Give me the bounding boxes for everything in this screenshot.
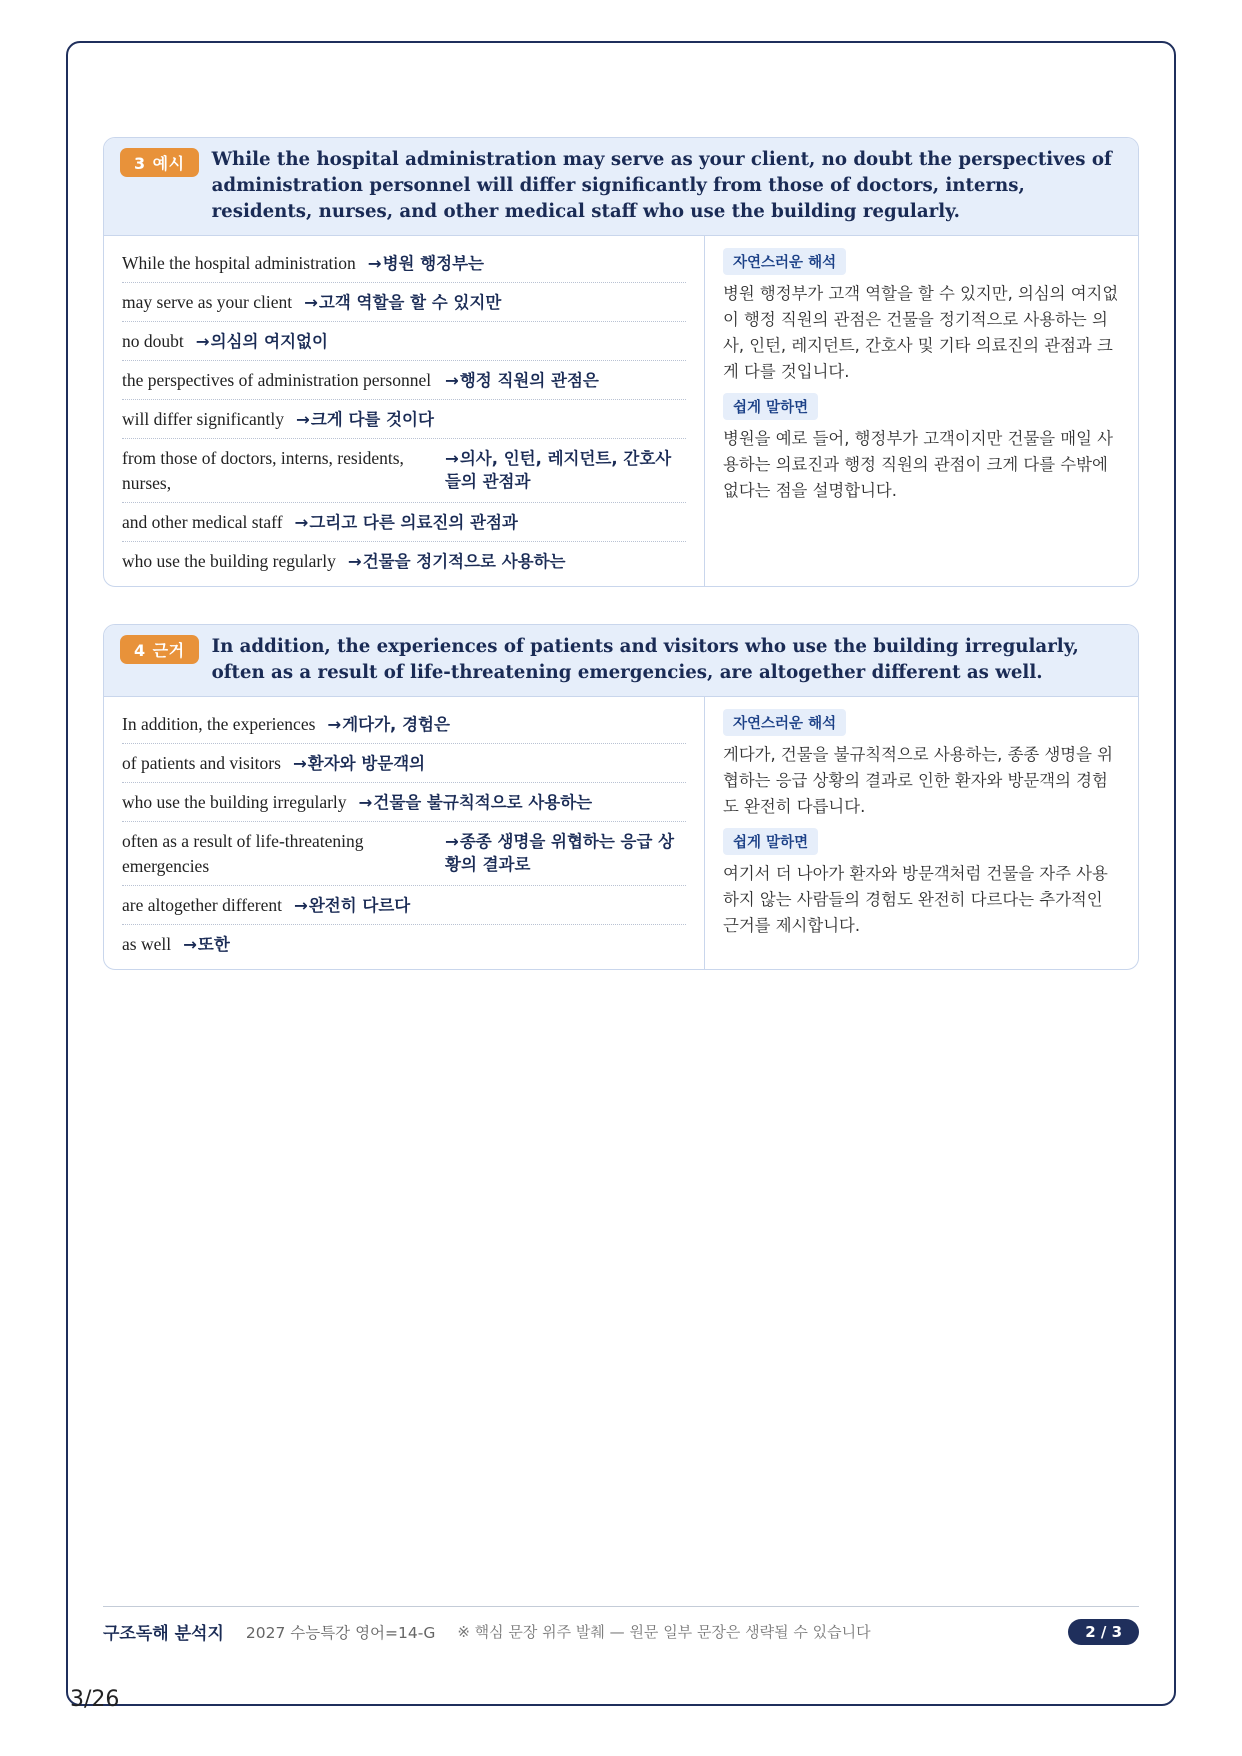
- chunk-english: of patients and visitors: [122, 753, 281, 773]
- natural-translation-text: 게다가, 건물을 불규칙적으로 사용하는, 종종 생명을 위협하는 응급 상황의 결과로 인한 환자와 방문객의 경험도 완전히 다릅니다.: [723, 745, 1114, 816]
- arrow-icon: →: [347, 552, 362, 571]
- chunk-row: [122, 744, 686, 783]
- section-badge: [120, 148, 199, 177]
- natural-translation-text: 병원 행정부가 고객 역할을 할 수 있지만, 의심의 여지없이 행정 직원의 관점은 건물을 정기적으로 사용하는 의사, 인턴, 레지던트, 간호사 및 기타 의료진의 관점과 크게 다를 것입니다.: [723, 284, 1119, 381]
- source-sentence: While the hospital administration may serve as your client, no doubt the perspectives of administration personnel will differ significantly from those of doctors, interns, residents, nurses, and other medical staff who use the building regularly.: [211, 149, 1112, 222]
- chunk-row: [122, 822, 686, 886]
- arrow-icon: →: [183, 935, 197, 954]
- simple-explanation-label: 쉽게 말하면: [723, 828, 818, 855]
- chunk-korean: →건물을 불규칙적으로 사용하는: [358, 793, 593, 812]
- chunk-row: [122, 705, 686, 744]
- page-footer: [103, 1606, 1139, 1656]
- arrow-icon: →: [292, 754, 307, 773]
- chunk-row: [122, 925, 686, 963]
- chunk-korean: →환자와 방문객의: [292, 754, 426, 773]
- chunk-korean: →병원 행정부는: [367, 254, 484, 273]
- page-counter: 3/26: [70, 1687, 120, 1712]
- arrow-icon: →: [445, 449, 459, 468]
- chunk-row: [122, 244, 686, 283]
- natural-translation-label: 자연스러운 해석: [723, 248, 846, 275]
- chunk-row: [122, 783, 686, 822]
- chunk-korean: →또한: [183, 935, 230, 954]
- chunk-korean: →의심의 여지없이: [195, 332, 328, 351]
- chunk-english: as well: [122, 934, 172, 954]
- chunk-english: from those of doctors, interns, residents, nurses,: [122, 448, 404, 493]
- arrow-icon: →: [445, 371, 459, 390]
- notes-panel: [705, 236, 1138, 586]
- arrow-icon: →: [195, 332, 210, 351]
- section-badge: [120, 635, 199, 664]
- chunk-korean: →행정 직원의 관점은: [445, 371, 599, 390]
- arrow-icon: →: [367, 254, 382, 273]
- card-header: [104, 138, 1138, 236]
- chunk-korean: →의사, 인턴, 레지던트, 간호사들의 관점과: [445, 449, 672, 491]
- arrow-icon: →: [327, 715, 342, 734]
- chunk-row: [122, 542, 686, 580]
- source-sentence: In addition, the experiences of patients and visitors who use the building irregularly, often as a result of life-threatening emergencies, are altogether different as well.: [211, 636, 1079, 683]
- chunk-english: In addition, the experiences: [122, 714, 316, 734]
- chunk-english: While the hospital administration: [122, 253, 356, 273]
- chunk-korean: →완전히 다르다: [294, 896, 411, 915]
- chunk-korean: →종종 생명을 위협하는 응급 상황의 결과로: [445, 832, 675, 874]
- chunk-row: [122, 503, 686, 542]
- chunk-korean: →고객 역할을 할 수 있지만: [304, 293, 502, 312]
- chunk-row: [122, 886, 686, 925]
- chunk-list: [104, 697, 705, 969]
- chunk-english: who use the building regularly: [122, 551, 336, 571]
- chunk-list: [104, 236, 705, 586]
- card-header: [104, 625, 1138, 697]
- chunk-english: the perspectives of administration personnel: [122, 370, 432, 390]
- chunk-row: [122, 361, 686, 400]
- chunk-english: and other medical staff: [122, 512, 283, 532]
- chunk-korean: →게다가, 경험은: [327, 715, 450, 734]
- notes-panel: [705, 697, 1138, 969]
- chunk-english: may serve as your client: [122, 292, 293, 312]
- chunk-row: [122, 322, 686, 361]
- chunk-english: who use the building irregularly: [122, 792, 347, 812]
- simple-explanation-label: 쉽게 말하면: [723, 393, 818, 420]
- section-type: 예시: [152, 154, 185, 173]
- chunk-korean: →건물을 정기적으로 사용하는: [347, 552, 566, 571]
- arrow-icon: →: [358, 793, 373, 812]
- arrow-icon: →: [294, 896, 308, 915]
- chunk-english: are altogether different: [122, 895, 283, 915]
- footer-title: 구조독해 분석지: [103, 1624, 224, 1644]
- arrow-icon: →: [294, 513, 309, 532]
- arrow-icon: →: [296, 410, 310, 429]
- section-number: 4: [134, 641, 146, 660]
- chunk-row: [122, 283, 686, 322]
- page-indicator: 2 / 3: [1068, 1619, 1139, 1645]
- chunk-english: often as a result of life-threatening emergencies: [122, 831, 364, 876]
- chunk-row: [122, 439, 686, 503]
- simple-explanation-text: 여기서 더 나아가 환자와 방문객처럼 건물을 자주 사용하지 않는 사람들의 경험도 완전히 다르다는 추가적인 근거를 제시합니다.: [723, 864, 1108, 935]
- section-type: 근거: [152, 641, 185, 660]
- arrow-icon: →: [445, 832, 459, 851]
- chunk-row: [122, 400, 686, 439]
- natural-translation-label: 자연스러운 해석: [723, 709, 846, 736]
- section-number: 3: [134, 154, 146, 173]
- footer-course: 2027 수능특강 영어=14-G: [245, 1623, 436, 1642]
- analysis-card-4: [103, 624, 1139, 970]
- analysis-card-3: [103, 137, 1139, 587]
- simple-explanation-text: 병원을 예로 들어, 행정부가 고객이지만 건물을 매일 사용하는 의료진과 행정 직원의 관점이 크게 다를 수밖에 없다는 점을 설명합니다.: [723, 429, 1114, 500]
- chunk-english: will differ significantly: [122, 409, 285, 429]
- arrow-icon: →: [304, 293, 318, 312]
- chunk-korean: →그리고 다른 의료진의 관점과: [294, 513, 518, 532]
- chunk-english: no doubt: [122, 331, 184, 351]
- footer-note: ※ 핵심 문장 위주 발췌 — 원문 일부 문장은 생략될 수 있습니다: [457, 1623, 871, 1641]
- chunk-korean: →크게 다를 것이다: [296, 410, 434, 429]
